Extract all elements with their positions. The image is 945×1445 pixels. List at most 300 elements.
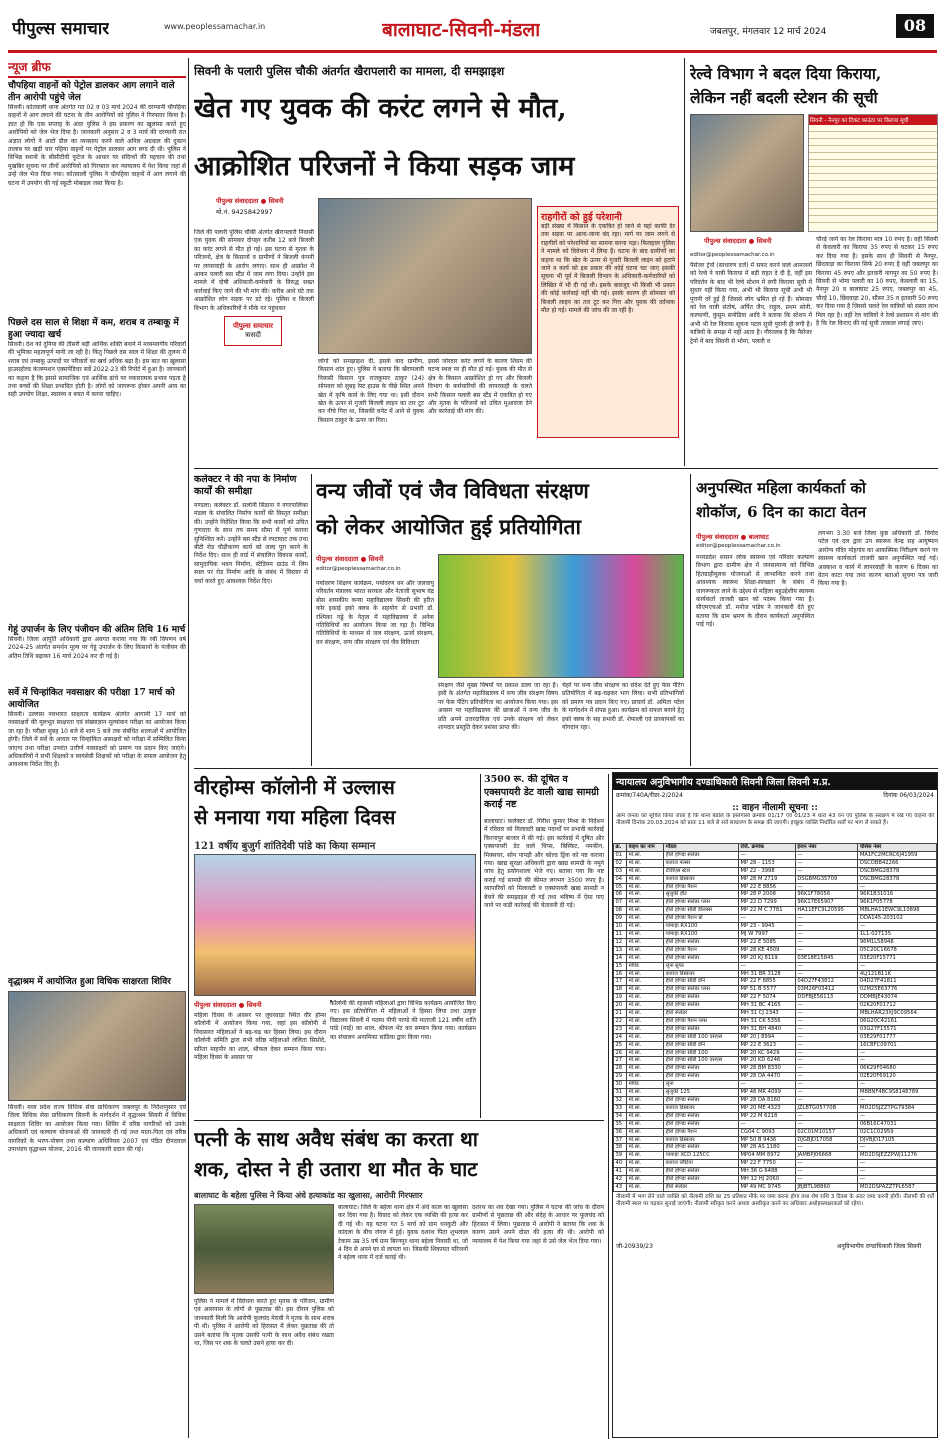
notice-table-cell: DDFBJE56113 xyxy=(795,994,858,1002)
lead-brand-box xyxy=(224,316,282,346)
notice-table-cell: हीरो स्प्लेंडर xyxy=(664,1010,739,1018)
notice-table-cell: — xyxy=(795,946,858,954)
notice-table xyxy=(613,843,937,1192)
notice-table-cell: हीरो होण्डा स्प्लेंडर प्लस xyxy=(664,986,739,994)
notice-table-cell: — xyxy=(858,1057,937,1065)
notice-table-cell: 21 xyxy=(614,1010,627,1018)
notice-table-row xyxy=(614,915,937,923)
notice-table-cell: हीरो होण्डा पैशन xyxy=(664,883,739,891)
notice-table-cell: मो.सा. xyxy=(627,1144,664,1152)
notice-table-row xyxy=(614,930,937,938)
lead-sidebar xyxy=(537,206,679,438)
notice-table-cell: 06G20C42161 xyxy=(858,1017,937,1025)
notice-table-cell: 42 xyxy=(614,1176,627,1184)
notice-table-cell: मो.सा. xyxy=(627,1160,664,1168)
notice-table-cell: DSCBMG28378 xyxy=(858,875,937,883)
notice-table-row xyxy=(614,938,937,946)
notice-table-cell: — xyxy=(795,1120,858,1128)
notice-table-cell: MP 28 P 2008 xyxy=(738,891,795,899)
page-number: 08 xyxy=(896,14,934,38)
notice-table-cell: MP 23 - 9945 xyxy=(738,923,795,931)
notice-table-cell: 15 xyxy=(614,962,627,970)
notice-table-row xyxy=(614,1144,937,1152)
notice-table-cell: — xyxy=(795,1176,858,1184)
notice-table-cell: 32 xyxy=(614,1097,627,1105)
notice-table-cell: 38 xyxy=(614,1144,627,1152)
notice-table-cell: हीरो होण्डा स्प्लेंडर xyxy=(664,1176,739,1184)
notice-table-row xyxy=(614,1176,937,1184)
notice-table-cell: MH 31 CJ 2343 xyxy=(738,1010,795,1018)
notice-table-row xyxy=(614,1033,937,1041)
brief-headline-2: पिछले दस साल से शिक्षा में कम, शराब व तम्बाकू में हुआ ज्यादा खर्च xyxy=(8,318,179,340)
notice-table-cell: मो.सा. xyxy=(627,891,664,899)
notice-table-cell: MP 28 M 2719 xyxy=(738,875,795,883)
notice-table-cell: 31 xyxy=(614,1089,627,1097)
notice-table-row xyxy=(614,891,937,899)
notice-table-cell: 41 xyxy=(614,1168,627,1176)
notice-table-cell: MP 22 D 7299 xyxy=(738,899,795,907)
masthead-rule xyxy=(8,50,937,53)
notice-table-cell: 04D27F41811 xyxy=(858,978,937,986)
notice-table-cell: 14 xyxy=(614,954,627,962)
notice-table-cell: मो.सा. xyxy=(627,923,664,931)
notice-table-row xyxy=(614,1160,937,1168)
notice-table-cell: — xyxy=(795,1065,858,1073)
notice-table-row xyxy=(614,970,937,978)
notice-table-cell: — xyxy=(795,970,858,978)
notice-table-cell: मो.सा. xyxy=(627,1152,664,1160)
masthead-logo: पीपुल्स समाचार xyxy=(12,19,110,39)
notice-table-row xyxy=(614,1089,937,1097)
notice-table-cell: MP 22 E 5085 xyxy=(738,938,795,946)
notice-table-cell: — xyxy=(795,1168,858,1176)
lead-body-3: इससे जोरदार करंट लगने के कारण शिवम की घटना स्थल पर ही मौत हो गई। युवक की मौत से क्षेत्र के किसान आक्रोशित हो गए और बिजली विभाग के कर्मचारियों की लापरवाही के चलते सभी किसान पलारी बस स्टैंड में एकत्रित हो गए और मृतक के परिजनों को उचित मुआवजा देने और कार्रवाई की मांग की। xyxy=(428,358,532,416)
notice-table-cell: 03G27F15571 xyxy=(858,1025,937,1033)
notice-table-cell: 02 xyxy=(614,859,627,867)
notice-table-cell: JAMBPJ06668 xyxy=(795,1152,858,1160)
notice-table-cell: 23 xyxy=(614,1025,627,1033)
notice-table-cell: 35 xyxy=(614,1120,627,1128)
notice-table-cell: MP 22 E 3623 xyxy=(738,1041,795,1049)
veer-subheadline: 121 वर्षीय बुजुर्ग शांतिदेवी पांडे का किया सम्मान xyxy=(194,841,376,852)
notice-table-cell: 04 xyxy=(614,875,627,883)
notice-table-row xyxy=(614,859,937,867)
notice-table-cell: — xyxy=(858,923,937,931)
notice-table-cell: मो.सा. xyxy=(627,859,664,867)
notice-table-cell: मो.सा. xyxy=(627,986,664,994)
bio-body-3: चेहरे पर वन्य जीव संरक्षण का संदेश देते हुए फेस पेंटिंग प्रतियोगिता में बढ़-चढ़कर भाग लिया। सभी प्रतिभागियों को प्रमाण पत्र प्रदान किए गए। प्राचार्य डॉ. अमिता पटेल के मार्गदर्शन में संपन्न हुआ। कार्यक्रम को सफल बनाने हेतु इको क्लब के सह प्रभारी डॉ. शेफाली एवं प्राध्यापकों का योगदान रहा। xyxy=(562,682,684,732)
notice-table-cell: 05C20C16678 xyxy=(858,946,937,954)
notice-table-cell: 18 xyxy=(614,986,627,994)
notice-table-cell: मोपेड xyxy=(627,962,664,970)
railway-byline: पीपुल्स संवाददाता ● सिवनी xyxy=(704,237,772,245)
notice-table-cell: 25 xyxy=(614,1041,627,1049)
notice-table-row xyxy=(614,1010,937,1018)
notice-table-cell: हीरो होण्डा सीडी 100 एसएस xyxy=(664,1033,739,1041)
notice-table-cell: DSCOBB42266 xyxy=(858,859,937,867)
notice-table-cell: हीरो होण्डा सीडी 100 एसएस xyxy=(664,1057,739,1065)
notice-table-row xyxy=(614,1168,937,1176)
notice-table-row xyxy=(614,1065,937,1073)
notice-table-cell: मो.सा. xyxy=(627,938,664,946)
notice-table-cell: — xyxy=(795,923,858,931)
brief-headline-4: सर्वे में चिन्हांकित नवसाक्षर की परीक्षा 17 मार्च को आयोजित xyxy=(8,688,175,710)
notice-terms: नीलामी में भाग लेने वाले व्यक्ति को नीलामी राशि का 25 प्रतिशत मौके पर जमा करना होगा तथा शेष राशि 3 दिवस के अंदर जमा करनी होगी। नीलामी की शर्तें नीलामी स्थल पर पढ़कर सुनाई जाएंगी। नीलामी स्वीकृत करने अथवा अस्वीकृत करने का अधिकार अधोहस्ताक्षरकर्ता को रहेगा। xyxy=(616,1193,934,1207)
notice-table-cell: — xyxy=(795,1002,858,1010)
notice-table-cell: मो.सा. xyxy=(627,1168,664,1176)
notice-table-row xyxy=(614,978,937,986)
notice-title: :: वाहन नीलामी सूचना :: xyxy=(732,803,818,813)
notice-table-cell: 02M25E63776 xyxy=(858,986,937,994)
notice-table-cell: MP 28 BM 8330 xyxy=(738,1065,795,1073)
notice-table-cell: 02C01M10157 xyxy=(795,1128,858,1136)
lead-byline: पीपुल्स संवाददाता ● सिवनी xyxy=(216,197,284,205)
notice-table-cell: 4LJ121B11K xyxy=(858,970,937,978)
notice-table-row xyxy=(614,962,937,970)
notice-table-row xyxy=(614,1104,937,1112)
notice-table-cell: हीरो होण्डा स्प्लेंडर xyxy=(664,1144,739,1152)
notice-table-cell: मो.सा. xyxy=(627,1033,664,1041)
notice-table-cell: — xyxy=(795,1097,858,1105)
notice-table-cell: मो.सा. xyxy=(627,1073,664,1081)
masthead-edition: बालाघाट-सिवनी-मंडला xyxy=(382,19,541,41)
notice-table-header: रजि. क्रमांक xyxy=(738,844,795,852)
notice-table-cell: MP 22 F 8855 xyxy=(738,978,795,986)
notice-table-cell: 03E20F15771 xyxy=(858,954,937,962)
notice-table-cell: 04D27F43812 xyxy=(795,978,858,986)
notice-table-cell: हीरो होण्डा सीडी डीलक्स xyxy=(664,907,739,915)
notice-table-cell: MJ W 7997 xyxy=(738,930,795,938)
notice-table-cell: 24 xyxy=(614,1033,627,1041)
notice-table-cell: 11 xyxy=(614,930,627,938)
notice-table-cell: MP 20 J 8994 xyxy=(738,1033,795,1041)
veer-body-1: महिला दिवस के अवसर पर लूघरवाड़ा स्थित वीर होम्स कॉलोनी में आयोजन किया गया, जहां इस कॉलोनी में निवासरत महिलाओं ने बढ़-चढ़ कर हिस्सा लिया। इस दौरान कॉलोनी समिति द्वारा सभी वरिष्ठ महिलाओं ललिता सिसोदे, सरिता माहपौर का शाल, श्रीफल देकर सम्मान किया गया। महिला दिवस के अवसर पर xyxy=(194,1012,326,1062)
notice-table-row xyxy=(614,954,937,962)
lead-brand-logo: पीपुल्स समाचार xyxy=(232,321,274,330)
column-divider-left xyxy=(188,58,189,1438)
notice-table-row xyxy=(614,923,937,931)
notice-table-cell: — xyxy=(738,1120,795,1128)
notice-table-cell: 26 xyxy=(614,1049,627,1057)
notice-table-cell: MP 20 KD 6246 xyxy=(738,1057,795,1065)
notice-table-cell: MH 31 CK 5356 xyxy=(738,1017,795,1025)
notice-table-cell: 16CBFC09701 xyxy=(858,1041,937,1049)
railway-headline-2: लेकिन नहीं बदली स्टेशन की सूची xyxy=(690,88,878,107)
brief-photo-camp xyxy=(8,991,186,1101)
notice-table-cell: मो.सा. xyxy=(627,899,664,907)
notice-table-row xyxy=(614,1128,937,1136)
murder-body-1: बालाघाट। जिले के बहेला थाना क्षेत्र में अंधे कत्ल का खुलासा कर दिया गया है। विवाद को लेकर एक व्यक्ति की हत्या कर दी गई थी। यह घटना गत 5 मार्च को ग्राम धनकुटी और कांदला के बीच जंगल में हुई। युवक दशरथ पिता शुभलाल टेकाम उम्र 35 वर्ष ग्राम बिरनपुर थाना बहेला निवासी था, जो 4 दिन से अपने घर से लापता था। जिसकी शिकायत परिजनों ने बहेला थाना में दर्ज कराई थी। xyxy=(338,1204,468,1262)
notice-table-cell: 37 xyxy=(614,1136,627,1144)
notice-table-cell: MP 22 E 8856 xyxy=(738,883,795,891)
notice-table-cell: — xyxy=(795,1081,858,1089)
brief-headline-3: गेहूं उपार्जन के लिए पंजीयन की अंतिम तिथि 16 मार्च xyxy=(8,625,186,635)
notice-table-cell: टीवीएस स्टार xyxy=(664,867,739,875)
brief-label: न्यूज ब्रीफ xyxy=(8,58,186,78)
notice-table-cell: 40 xyxy=(614,1160,627,1168)
notice-table-cell: यामाहा RX100 xyxy=(664,923,739,931)
notice-table-header: इंजन नंबर xyxy=(795,844,858,852)
notice-table-cell: 20 xyxy=(614,1002,627,1010)
notice-table-cell: लूना सुपर xyxy=(664,962,739,970)
notice-table-cell: — xyxy=(795,1112,858,1120)
notice-table-cell: — xyxy=(858,1097,937,1105)
notice-table-row xyxy=(614,1120,937,1128)
notice-table-row xyxy=(614,851,937,859)
notice-table-cell: MP 20 ME 4323 xyxy=(738,1104,795,1112)
notice-table-cell: 06 xyxy=(614,891,627,899)
veer-body-2: कॉलोनी की रहवासी महिलाओं द्वारा विभिन्न कार्यक्रम आयोजित किए गए। इस प्रतियोगिता में महिलाओं ने हिस्सा लिया तथा उत्कृष्ट विद्यालय सिवनी में पदस्थ पीपी पाण्डे की माताजी 121 वर्षीय शांति पांडे (माई) का शाल, श्रीफल भेंट कर सम्मान किया गया। कार्यक्रम का संचालन अनामिका सांडिया द्वारा किया गया। xyxy=(330,1000,476,1041)
notice-table-cell: 27 xyxy=(614,1057,627,1065)
notice-table-cell: 96K1F78056 xyxy=(795,891,858,899)
notice-table-cell: JZLBTG05770B xyxy=(795,1104,858,1112)
notice-table-cell: MP 48 MR 4099 xyxy=(738,1089,795,1097)
notice-table-cell: — xyxy=(795,867,858,875)
notice-table-cell: मो.सा. xyxy=(627,1089,664,1097)
notice-table-cell: बजाज प्लैटिना xyxy=(664,1160,739,1168)
notice-table-cell: — xyxy=(795,1041,858,1049)
notice-table-cell: बजाज डिस्कवर xyxy=(664,875,739,883)
notice-table-cell: बजाज डिस्कवर xyxy=(664,1104,739,1112)
notice-table-cell: — xyxy=(858,1168,937,1176)
notice-table-cell: हीरो होण्डा स्प्लेंडर xyxy=(664,1002,739,1010)
notice-table-cell: — xyxy=(858,1144,937,1152)
notice-table-cell: 1L1-027135 xyxy=(858,930,937,938)
bio-body-1: पर्यावरण शिक्षण कार्यक्रम, पर्यावरण वन और जलवायु परिवर्तन मंत्रालय भारत सरकार और नेताजी सुभाष चंद्र बोस शासकीय कन्या महाविद्यालय सिवनी की हरित कोर इकाई इको क्लब के सहयोग से प्रभारी डॉ. रश्मिका गड्डे के नेतृत्व में महाविद्यालय में अनेक गतिविधियों का आयोजन किया जा रहा है। विभिन्न गतिविधियों के माध्यम से जल संरक्षण, ऊर्जा संरक्षण, वन संरक्षण, वन्य जीव संरक्षण एवं जैव विविधता xyxy=(316,580,434,646)
masthead xyxy=(0,0,945,50)
food-headline: 3500 रू. की दूषित व एक्सपायरी डेट वाली खाद्य सामग्री कराई नष्ट xyxy=(484,774,599,810)
notice-table-cell: — xyxy=(795,1057,858,1065)
railway-photo-station xyxy=(690,114,804,232)
lead-photo-protest xyxy=(318,198,532,354)
notice-court: न्यायालय अनुविभागीय दण्डाधिकारी सिवनी जिला सिवनी म.प्र. xyxy=(613,773,937,790)
notice-table-header: माॅडल xyxy=(664,844,739,852)
notice-table-cell: 96M1L58948 xyxy=(858,938,937,946)
veer-headline-1: वीरहोम्स कॉलोनी में उल्लास xyxy=(194,775,395,799)
notice-table-row xyxy=(614,1057,937,1065)
notice-table-cell: हीरो होण्डा सीडी 100 xyxy=(664,1049,739,1057)
notice-table-cell: हीरो होण्डा स्प्लेंडर xyxy=(664,1168,739,1176)
notice-table-cell: मो.सा. xyxy=(627,1025,664,1033)
notice-table-cell: हीरो होण्डा स्प्लेंडर xyxy=(664,1097,739,1105)
notice-table-cell: मो.सा. xyxy=(627,970,664,978)
notice-table-cell: मो.सा. xyxy=(627,1017,664,1025)
notice-table-cell: मो.सा. xyxy=(627,907,664,915)
column-divider-veer xyxy=(480,774,481,1118)
notice-table-cell: हीरो होण्डा स्प्लेंडर xyxy=(664,954,739,962)
notice-table-cell: 03M26F03412 xyxy=(795,986,858,994)
notice-table-cell: 34 xyxy=(614,1112,627,1120)
notice-table-cell: MP 22 F 5074 xyxy=(738,994,795,1002)
notice-table-cell: MP 50 B 9436 xyxy=(738,1136,795,1144)
notice-table-cell: 07 xyxy=(614,899,627,907)
bio-headline-2: को लेकर आयोजित हुई प्रतियोगिता xyxy=(316,514,581,539)
notice-table-cell: मो.सा. xyxy=(627,1041,664,1049)
notice-table-cell: — xyxy=(795,1160,858,1168)
notice-table-cell: 29 xyxy=(614,1073,627,1081)
notice-table-cell: MP 28 DA 4470 xyxy=(738,1073,795,1081)
absent-body-1: मध्यप्रदेश शासन लोक स्वास्थ्य एवं परिवार कल्याण विभाग द्वारा ग्रामीण क्षेत्र में जनसामान्य को विभिन्न हितग्राहीमूलक योजनाओं से लाभान्वित करने तथा आवश्यक स्वास्थ्य शिक्षा-स्वच्छता के संबंध में जागरूकता लाने के उद्देश्य से महिला बहुउद्देशीय स्वास्थ्य कार्यकर्ता ताजवी खान को पदस्थ किया गया है। सीएमएचओ डॉ. मनोज पांडेय ने जानकारी देते हुए बताया कि ग्राम भ्रमण के दौरान कार्यकर्ता अनुपस्थित पाई गई। xyxy=(696,554,814,629)
notice-table-cell: 08 xyxy=(614,907,627,915)
notice-table-cell: — xyxy=(858,1160,937,1168)
notice-table-cell: 13 xyxy=(614,946,627,954)
notice-table-row xyxy=(614,1183,937,1191)
notice-table-cell: मो.सा. xyxy=(627,1057,664,1065)
notice-table-row xyxy=(614,994,937,1002)
notice-table-cell: 33 xyxy=(614,1104,627,1112)
absent-headline-1: अनुपस्थित महिला कार्यकर्ता को xyxy=(696,479,866,497)
notice-table-row xyxy=(614,1017,937,1025)
notice-table-cell: हीरो होण्डा स्प्लेंडर xyxy=(664,1065,739,1073)
notice-table-cell: लूना xyxy=(664,1081,739,1089)
notice-table-cell: — xyxy=(738,1081,795,1089)
brief-text-2: सिवनी। देश को दुनिया की तीसरी बड़ी आर्थिक शक्ति बनाने में मध्यमवर्गीय परिवारों की भूमिका महत्वपूर्ण मानी जा रही है। किंतु पिछले दस साल में शिक्षा की तुलना में शराब एवं तम्बाकू उत्पादों पर परिवारों का खर्च अधिक बढ़ा है। इस बात का खुलासा हाउसहोल्ड कंजम्पशन एक्सपेंडिचर सर्वे 2022-23 की रिपोर्ट में हुआ है। जानकारों का कहना है कि इससे सामाजिक एवं आर्थिक ढांचे पर नकारात्मक प्रभाव पड़ता है तथा बच्चों की शिक्षा प्रभावित होती है। लोगों को जागरूक होकर अपनी आय का सही उपयोग शिक्षा, स्वास्थ्य व बचत में करना चाहिए। xyxy=(8,341,186,399)
notice-table-row xyxy=(614,1081,937,1089)
notice-table-cell: 09 xyxy=(614,915,627,923)
railway-body-1: पैसेंजर ट्रेनों (साधारण दर्जे) में सफर करने वाले आमजनों को रेल्वे ने यात्री किराया में बड़ी राहत दे दी है, वहीं इस परिवर्तन के बाद भी रेल्वे स्टेशन में लगी किराया सूची में सुधार नहीं किया गया, अभी भी किराया सूची अभी भी पुरानी दरें हुई हैं जिससे लोग भ्रमित हो रहे हैं। सोमवार को रेल यात्री संतोष, अर्पित जैन, राहुल, प्रथम सोनी, कल्याणी, कुसुम सनोडिया आदि ने बताया कि स्टेशन में अभी भी रेल किराया सूचना पटल सूची पुरानी ही लगी है। यात्रियों के समझ में नहीं आता है। गौरतलब है कि पैसेंजर ट्रेनों में बाद सिवनी से भोमा, पलारी व xyxy=(690,262,812,345)
notice-table-row xyxy=(614,1041,937,1049)
notice-table-cell: 22 xyxy=(614,1017,627,1025)
absent-byline: पीपुल्स संवाददाता ● बालाघाट xyxy=(696,533,769,541)
notice-table-cell: मो.सा. xyxy=(627,915,664,923)
column-divider-food xyxy=(608,774,609,1439)
notice-table-cell: मो.सा. xyxy=(627,867,664,875)
notice-table-cell: MH 31 BR 3128 xyxy=(738,970,795,978)
notice-table-cell: — xyxy=(795,1049,858,1057)
masthead-website[interactable]: www.peoplessamachar.in xyxy=(164,22,266,31)
notice-table-cell: MP 28 - 1153 xyxy=(738,859,795,867)
notice-table-cell: — xyxy=(795,1025,858,1033)
bio-headline-1: वन्य जीवों एवं जैव विविधता संरक्षण xyxy=(316,478,589,503)
notice-table-cell: सुजुकी हीट xyxy=(664,891,739,899)
notice-code: जी-20939/23 xyxy=(616,1242,653,1250)
notice-table-cell: — xyxy=(795,883,858,891)
brief-headline-5: वृद्धाश्रम में आयोजित हुआ विधिक साक्षरता शिविर xyxy=(8,977,171,987)
notice-table-cell: MP 28 KE 4509 xyxy=(738,946,795,954)
notice-table-cell: — xyxy=(858,1081,937,1089)
row-rule-1 xyxy=(194,468,938,469)
notice-table-row xyxy=(614,1112,937,1120)
notice-table-cell: MH 31 BC 4165 xyxy=(738,1002,795,1010)
notice-table-cell: MD2DSPAZZTPL6587 xyxy=(858,1183,937,1191)
notice-table-cell: — xyxy=(795,1017,858,1025)
notice-table-cell: मो.सा. xyxy=(627,851,664,859)
notice-table-row xyxy=(614,1025,937,1033)
notice-table-row xyxy=(614,907,937,915)
notice-table-row xyxy=(614,867,937,875)
brief-text-1: सिवनी। कोतवाली थाना अंतर्गत गत 02 व 03 मार्च 2024 की दरम्यानी चौपहिया वाहनों में आग लगाने की घटना के तीन आरोपियों को पुलिस ने गिरफ्तार किया है। ज्ञात हो कि एक सप्ताह के अंदर पुलिस ने इस प्रकरण का खुलासा करते हुए आरोपियों को जेल भेज दिया है। जानकारी अनुसार 2 व 3 मार्च की दरम्यानी रात अज्ञात लोगों ने आटो डील का व्यवसाय करने वाले अनिल अग्रवाल की दुकान तालाब पर खड़ी चार पहिया वाहनों पर पेट्रोल डालकर आग लगा दी थी। पुलिस ने विभिन्न स्थानों के सीसीटीवी फुटेज के आधार पर संदिग्धों की पहचान की तथा मुखबिर सूचना पर तीनों आरोपियों को गिरफ्तार कर न्यायालय में पेश किया जहां से उन्हें जेल भेज दिया गया। कोतवाली पुलिस ने चौपहिया वाहनों में आग लगाने की घटना में उपयोग की गई स्कूटी मोबाइल जब्त किया है। xyxy=(8,104,186,187)
row-rule-3 xyxy=(194,1120,604,1121)
railway-fare-board-title: सिवनी - नैनपुर का टिकट काउंटर पर किराया सूची xyxy=(809,115,937,125)
notice-table-cell: मोपेड xyxy=(627,1081,664,1089)
lead-brand-sub: त्रासदी xyxy=(245,331,261,339)
notice-table-cell: MP 22 F 7750 xyxy=(738,1160,795,1168)
notice-table-cell: 03 xyxy=(614,867,627,875)
notice-table-cell: — xyxy=(795,859,858,867)
veer-headline-2: से मनाया गया महिला दिवस xyxy=(194,805,396,829)
food-body: बालाघाट। कलेक्टर डॉ. गिरीश कुमार मिश्रा के निर्देशन में रविवार को मिलावटी खाद्य पदार्थों पर प्रभावी कार्रवाई किरनापुर बाजार में की गई। इस कार्रवाई में दूषित और एक्सपायरी डेट वाले चिप्स, बिस्किट, नमकीन, मिक्सचर, सोन पापड़ी और कोल्ड ड्रिंक को नष्ट कराया गया। खाद्य सुरक्षा अधिकारी द्वारा खाद्य सामग्री के नमूने जांच हेतु प्रयोगशाला भेजे गए। बताया गया कि नष्ट कराई गई सामग्री की कीमत लगभग 3500 रुपए है। व्यापारियों को मिलावटी व एक्सपायरी खाद्य सामग्री न बेचने की समझाइश दी गई तथा भविष्य में ऐसा पाए जाने पर कड़ी कार्रवाई की चेतावनी दी गई। xyxy=(484,818,604,910)
veer-photo-group xyxy=(194,854,476,996)
notice-table-cell: सुजुकी 125 xyxy=(664,1089,739,1097)
railway-fare-board xyxy=(808,114,938,232)
absent-headline-2: शोकॉज, 6 दिन का काटा वेतन xyxy=(696,503,867,521)
notice-table-cell: — xyxy=(858,1049,937,1057)
bio-email[interactable]: editor@peoplessamachar.co.in xyxy=(316,566,401,572)
notice-table-cell: — xyxy=(795,1089,858,1097)
collector-body: मण्डला। कलेक्टर डॉ. सलोनी सिडाना ने नगरपालिका मंडला के संचालित निर्माण कार्यों की विस्तृत समीक्षा की। उन्होंने निर्देशित किया कि सभी कार्यों को उचित गुणवत्ता के साथ तय समय सीमा में पूर्ण कराना सुनिश्चित करें। उन्होंने बस स्टैंड से रपटाघाट तक तथा बीटी रोड चौड़ीकरण कार्य को जल्द पूरा करने के निर्देश दिए। साथ ही वार्ड में संचालित विकास कार्यों, सामुदायिक भवन निर्माण, स्टेडियम ग्राउंड में लिम स्थल पर रोड निर्माण आदि के संबंध में विस्तार से चर्चा करते हुए आवश्यक निर्देश दिए। xyxy=(194,502,308,585)
notice-table-cell: — xyxy=(795,1033,858,1041)
collector-headline: कलेक्टर ने की नपा के निर्माण कार्यों की समीक्षा xyxy=(194,474,297,497)
notice-table-cell: MP 22 - 3998 xyxy=(738,867,795,875)
notice-table-cell: — xyxy=(795,1010,858,1018)
notice-table-cell: MD2DSJZZTPG79384 xyxy=(858,1104,937,1112)
murder-headline-2: शक, दोस्त ने ही उतारा था मौत के घाट xyxy=(194,1157,478,1181)
notice-table-cell: हीरो होण्डा स्प्लेंडर xyxy=(664,938,739,946)
notice-table-cell: हीरो होण्डा सीडी डाॅन xyxy=(664,978,739,986)
notice-table-cell: मो.सा. xyxy=(627,1128,664,1136)
notice-table-cell: हीरो होण्डा पैशन xyxy=(664,1128,739,1136)
notice-table-row xyxy=(614,1049,937,1057)
lead-body-2: लोगों को समझाइश दी, इसके बाद ग्रामीण, किसान शांत हुए। पुलिस ने बताया कि खैरापलारी निवासी किसान पुत्र राजकुमार ठाकुर (24) सोमवार को सुबह रेस्ट हाउस के पीछे स्थित अपने खेत में कृषि कार्य के लिए गया था। इसी दौरान खेत के ऊपर से गुजरी बिजली लाइन का तार टूट कर नीचे गिरा था, जिसकी चपेट में आने से युवक किसान ठाकुर के ऊपर जा गिरा। xyxy=(318,358,424,424)
notice-table-cell: MP 22 M 6218 xyxy=(738,1112,795,1120)
notice-table-cell: 03E29F01777 xyxy=(858,1033,937,1041)
lead-headline-1: खेत गए युवक की करंट लगने से मौत, xyxy=(194,93,567,124)
notice-table-cell: MBLHAR23XJ9C09564 xyxy=(858,1010,937,1018)
notice-intro: आम जनता को सूचित किया जाता है कि थाना बंडोल के इस्तगासा क्रमांक 01/17 एवं 01/23 में धारा 43 वन एवं पुलिस के संरक्षण में रखे गए वाहनों की नीलामी दिनांक 20.03.2024 को प्रातः 11 बजे से सर्व साधारण के समक्ष की जाएगी। इच्छुक व्यक्ति निर्धारित शर्तों पर भाग ले सकते हैं। xyxy=(616,813,934,826)
murder-subheadline: बालाघाट के बहेला पुलिस ने किया अंधे हत्याकांड का खुलासा, आरोपी गिरफ्तार xyxy=(194,1190,423,1200)
notice-table-cell: MBLHA11EWC9L10898 xyxy=(858,907,937,915)
murder-headline-1: पत्नी के साथ अवैध संबंध का करता था xyxy=(194,1127,478,1151)
notice-table-cell: — xyxy=(795,1073,858,1081)
notice-table-cell: बजाज डिस्कवर xyxy=(664,970,739,978)
railway-fare-board-lines xyxy=(809,125,937,225)
brief-text-3: सिवनी। जिला आपूर्ति अधिकारी द्वारा अवगत कराया गया कि रबी विपणन वर्ष 2024-25 अंतर्गत समर्थन मूल्य पर गेहूं उपार्जन के लिए किसानों के पंजीयन की अंतिम तिथि बढ़ाकर 16 मार्च 2024 कर दी गई है। xyxy=(8,636,186,660)
notice-table-cell: मो.सा. xyxy=(627,883,664,891)
notice-table-cell: DJGBJD17058 xyxy=(795,1136,858,1144)
notice-table-cell: MP 28 AS 1180 xyxy=(738,1144,795,1152)
notice-table-cell: 01 xyxy=(614,851,627,859)
notice-table-header: वाहन का नाम xyxy=(627,844,664,852)
notice-table-cell: MP 28 DA 8160 xyxy=(738,1097,795,1105)
railway-email[interactable]: editor@peoplessamachar.co.in xyxy=(690,252,775,258)
notice-table-row xyxy=(614,1002,937,1010)
notice-table-cell: यामाहा XCD 125CC xyxy=(664,1152,739,1160)
notice-ref: क्रमांक/740A/रीडर-2/2024 xyxy=(616,792,683,799)
notice-table-cell: मो.सा. xyxy=(627,1183,664,1191)
notice-table-cell: JBJBTL98860 xyxy=(795,1183,858,1191)
lead-sidebar-text: बड़ी संख्या में किसान के एकत्रित हो जाने से यहां काफी देर तक सड़क पर आना-जाना बंद रहा। मार्ग पर जाम लगने से राहगीरों को परेशानियों का सामना करना पड़ा। फिलहाल पुलिस ने मामले को विवेचना में लिया है। घटना के बाद ग्रामीणों का कहना था कि खेत के ऊपर से गुजरी बिजली लाइन को हटाने जाने व कार्य को इस प्रकार की कोई घटना घट जाए इसकी सूचना भी पूर्व में बिजली विभाग के अधिकारी-कर्मचारियों को लिखित में भी दी गई थी। इसके बावजूद भी किसी भी प्रकार की कोई कार्रवाई नहीं की गई। इसके कारण ही सोमवार को बिजली लाइन का तार टूट कर गिरा और युवक की दर्दनाक मौत हो गई। मामले की जांच की जा रही है। xyxy=(541,223,675,315)
notice-table-cell: — xyxy=(795,851,858,859)
brief-text-5: सिवनी। मध्य प्रदेश राज्य विधिक सेवा प्राधिकरण जबलपुर के निर्देशानुसार एवं जिला विधिक सेवा प्राधिकरण सिवनी के मार्गदर्शन में वृद्धाश्रम सिवनी में विधिक साक्षरता शिविर का आयोजन किया गया। शिविर में वरिष्ठ नागरिकों को उनके अधिकारों एवं कल्याण योजनाओं की जानकारी दी गई तथा माता-पिता एवं वरिष्ठ नागरिकों के भरण-पोषण तथा कल्याण अधिनियम 2007 एवं पंडित दीनदयाल उपाध्याय वृद्धाश्रम योजना, 2016 की जानकारी प्रदान की गई। xyxy=(8,1104,186,1154)
notice-table-row xyxy=(614,883,937,891)
notice-table-row xyxy=(614,1097,937,1105)
notice-table-cell: हीरो होण्डा पैशन प्रो xyxy=(664,915,739,923)
notice-table-cell: 02E20F69120 xyxy=(858,1073,937,1081)
notice-table-cell: — xyxy=(858,883,937,891)
absent-email[interactable]: editor@peoplessamachar.co.in xyxy=(696,543,781,549)
notice-table-cell: — xyxy=(795,1144,858,1152)
notice-table-cell: यामाहा RX100 xyxy=(664,930,739,938)
notice-table-cell: 16 xyxy=(614,970,627,978)
notice-table-cell: हीरो होण्डा स्प्लेंडर xyxy=(664,1112,739,1120)
notice-table-cell: हीरो होण्डा स्प्लेंडर xyxy=(664,851,739,859)
lead-sidebar-title: राहगीरों को हुई परेशानी xyxy=(541,212,622,223)
notice-table-cell: MH 31 BH 4840 xyxy=(738,1025,795,1033)
railway-headline-1: रेल्वे विभाग ने बदल दिया किराया, xyxy=(690,64,882,83)
notice-table-cell: 30 xyxy=(614,1081,627,1089)
notice-table-cell: बजाज डिस्कवर xyxy=(664,1136,739,1144)
notice-date: दिनांक 06/03/2024 xyxy=(883,792,934,799)
